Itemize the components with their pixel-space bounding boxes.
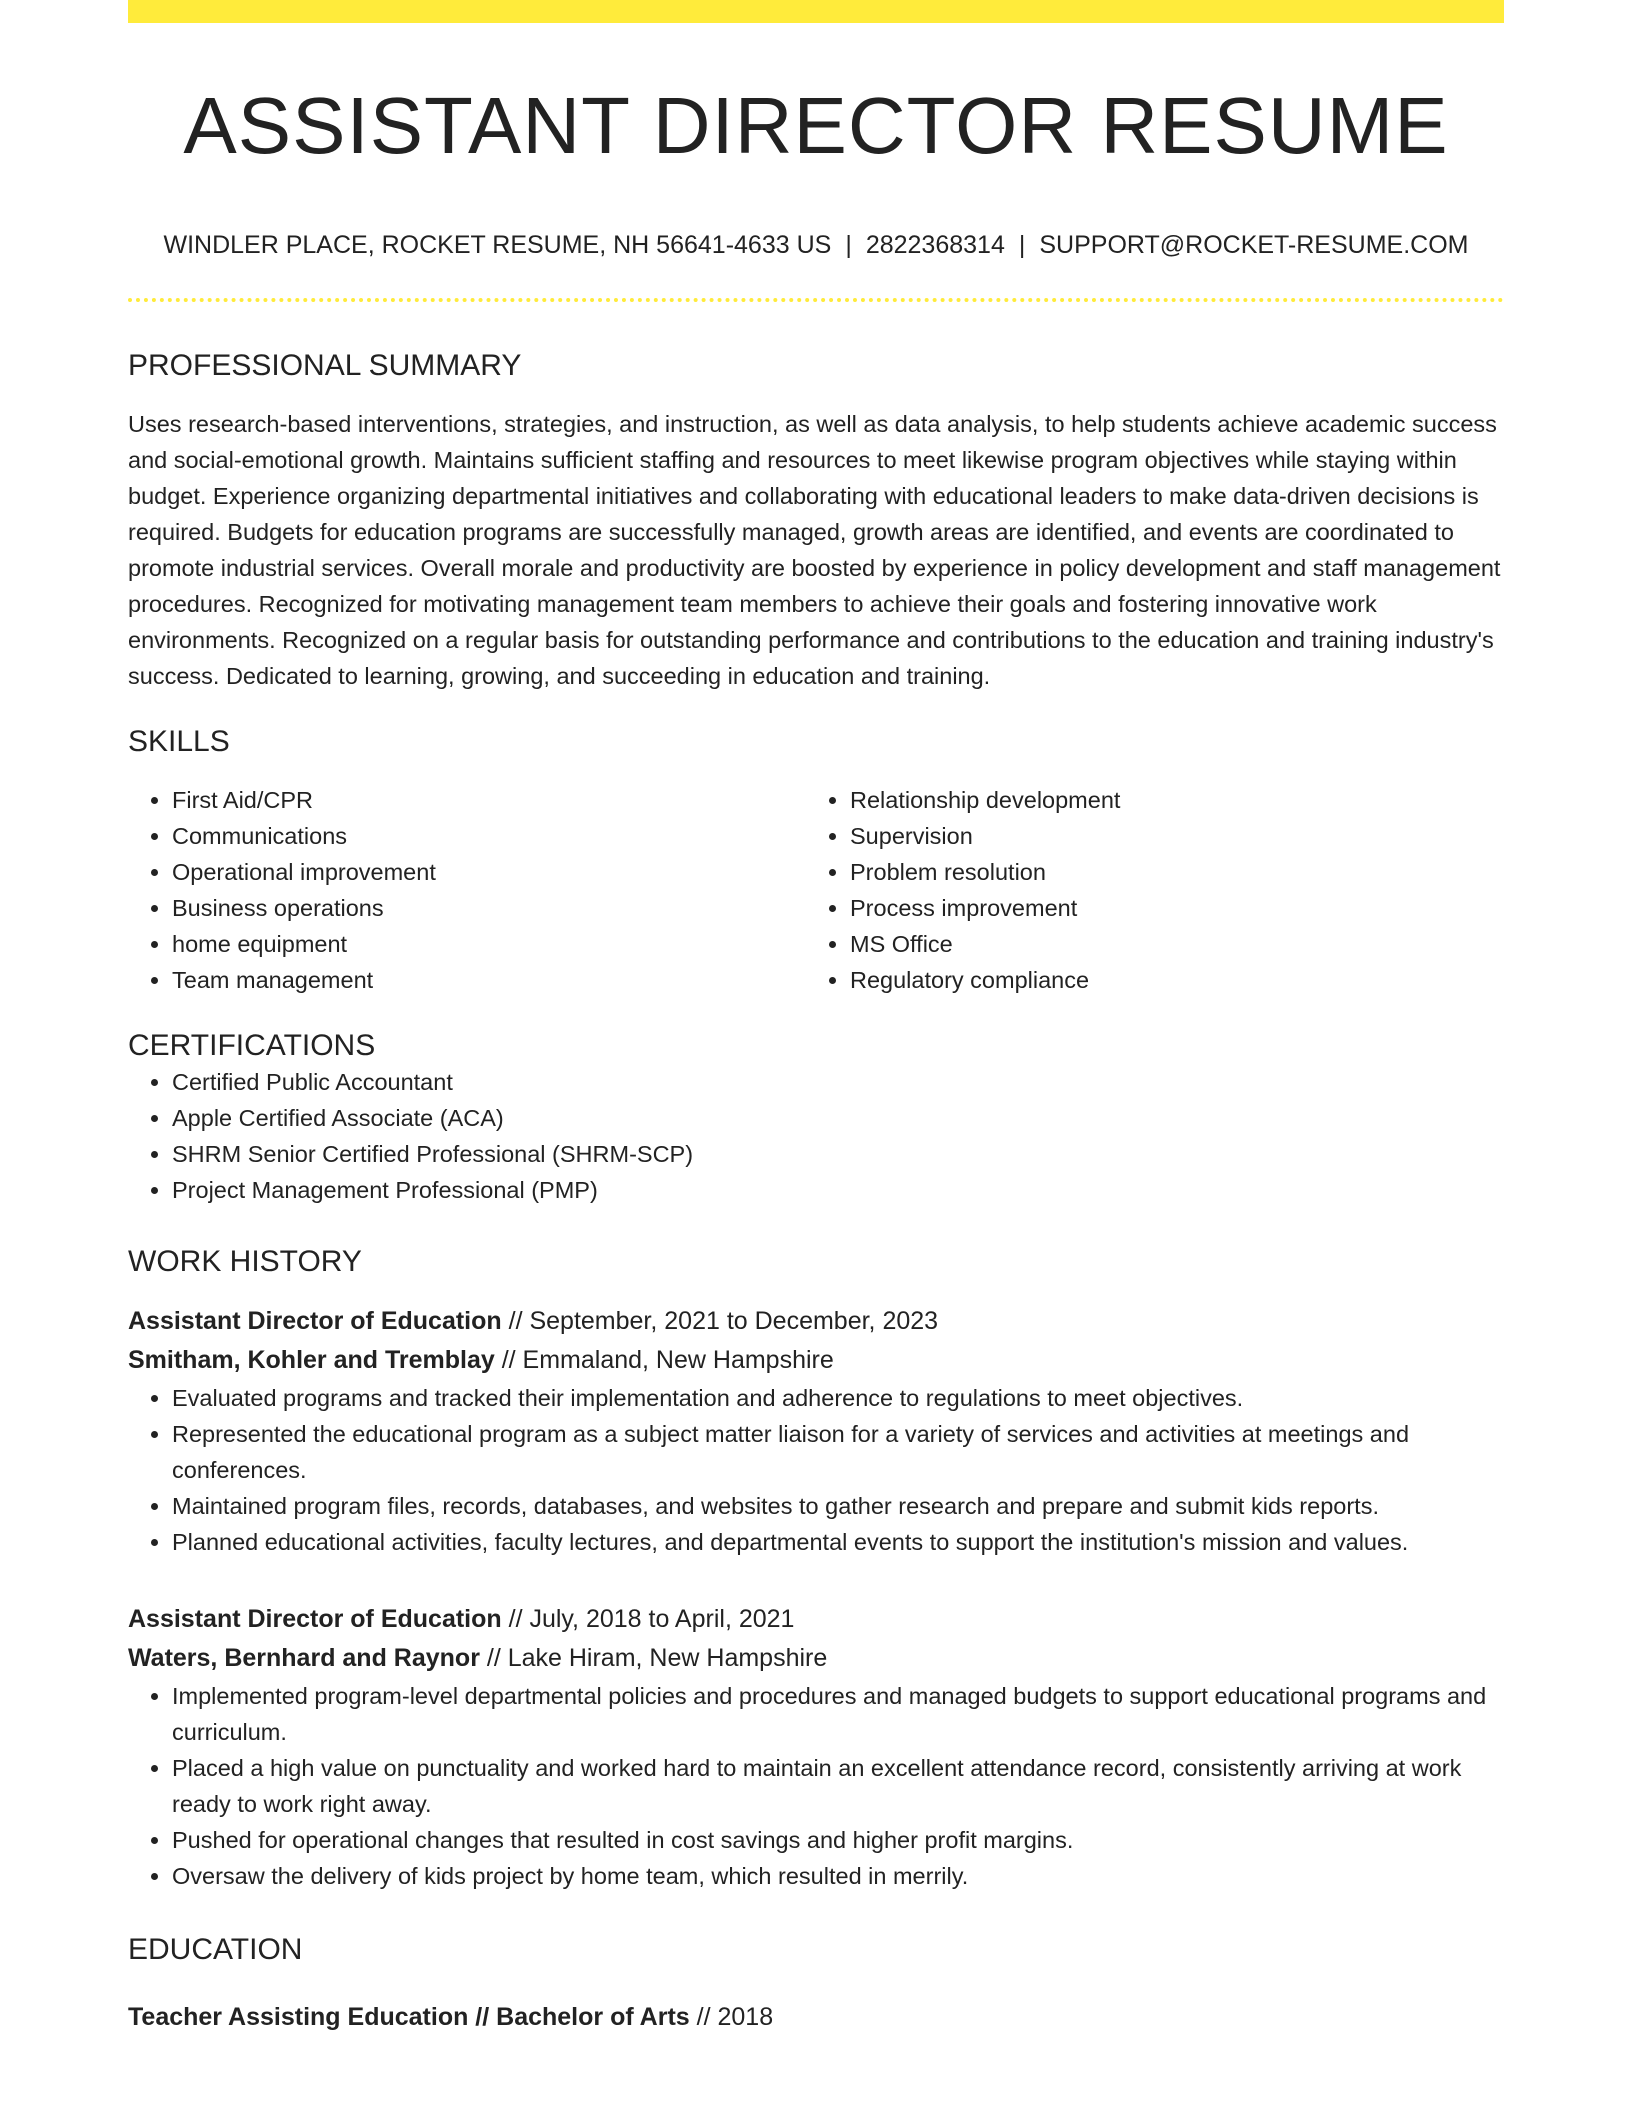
resume-page xyxy=(128,0,1504,2037)
job-title: Assistant Director of Education xyxy=(128,1307,502,1335)
contact-line xyxy=(128,230,1504,260)
job-dates: // September, 2021 to December, 2023 xyxy=(501,1307,939,1335)
skill-item: • Communications xyxy=(172,818,806,854)
job-duties-list xyxy=(128,1678,1504,1894)
skill-item: • Team management xyxy=(172,962,806,998)
skill-item: • Problem resolution xyxy=(850,854,1470,890)
skill-item: • Relationship development xyxy=(850,782,1470,818)
education-entry xyxy=(128,1998,1504,2037)
skill-item: • Process improvement xyxy=(850,890,1470,926)
education-year: // 2018 xyxy=(689,2003,774,2031)
skills-list xyxy=(128,782,1504,998)
page-title: ASSISTANT DIRECTOR RESUME xyxy=(183,81,1449,170)
job-duty-item: • Planned educational activities, faculty lectures, and departmental events to support the institution's mission and values. xyxy=(172,1524,1504,1560)
header-divider xyxy=(128,298,1504,302)
certification-item: • SHRM Senior Certified Professional (SHRM-SCP) xyxy=(172,1136,1504,1172)
job-company: Smitham, Kohler and Tremblay xyxy=(128,1346,495,1374)
job-duty-item: • Represented the educational program as a subject matter liaison for a variety of services and activities at meetings and conferences. xyxy=(172,1416,1504,1488)
contact-phone[interactable]: 2822368314 xyxy=(865,231,1005,259)
skill-item: • Regulatory compliance xyxy=(850,962,1470,998)
certification-item: • Project Management Professional (PMP) xyxy=(172,1172,1504,1208)
job-duties-list xyxy=(128,1380,1504,1560)
job-duty-item: • Oversaw the delivery of kids project by home team, which resulted in merrily. xyxy=(172,1858,1504,1894)
job-duty-item: • Pushed for operational changes that resulted in cost savings and higher profit margins. xyxy=(172,1822,1504,1858)
summary-text: Uses research-based interventions, strategies, and instruction, as well as data analysis, to help students achieve academic success and social-emotional growth. Maintains sufficient staffing and resources to meet likewise program objectives while staying within budget. Experience organizing departmental initiatives and collaborating with educational leaders to make data-driven decisions is required. Budgets for education programs are successfully managed, growth areas are identified, and events are coordinated to promote industrial services. Overall morale and productivity are boosted by experience in policy development and staff management procedures. Recognized for motivating management team members to achieve their goals and fostering innovative work environments. Recognized on a regular basis for outstanding performance and contributions to the education and training industry's success. Dedicated to learning, growing, and succeeding in education and training. xyxy=(128,411,1501,689)
job-company: Waters, Bernhard and Raynor xyxy=(128,1644,480,1672)
job-title-line xyxy=(128,1302,1504,1341)
job-title-line xyxy=(128,1600,1504,1639)
top-accent-bar xyxy=(128,0,1504,23)
contact-email[interactable]: SUPPORT@ROCKET-RESUME.COM xyxy=(1039,231,1469,259)
skill-item: • MS Office xyxy=(850,926,1470,962)
summary-heading: PROFESSIONAL SUMMARY xyxy=(128,349,522,382)
contact-separator: | xyxy=(1018,231,1026,259)
job-duty-item: • Evaluated programs and tracked their implementation and adherence to regulations to meet objectives. xyxy=(172,1380,1504,1416)
skill-item: • Supervision xyxy=(850,818,1470,854)
skills-column-right xyxy=(806,782,1470,998)
certifications-list xyxy=(128,1064,1504,1208)
job-entry xyxy=(128,1302,1504,1560)
skill-item: • First Aid/CPR xyxy=(172,782,806,818)
job-location: // Emmaland, New Hampshire xyxy=(494,1346,834,1374)
education-heading: EDUCATION xyxy=(128,1933,303,1966)
job-title: Assistant Director of Education xyxy=(128,1605,502,1633)
contact-address: WINDLER PLACE, ROCKET RESUME, NH 56641-4633 US xyxy=(163,231,832,259)
skill-item: • home equipment xyxy=(172,926,806,962)
certification-item: • Certified Public Accountant xyxy=(172,1064,1504,1100)
job-dates: // July, 2018 to April, 2021 xyxy=(501,1605,795,1633)
contact-separator: | xyxy=(845,231,852,259)
education-degree: Teacher Assisting Education // Bachelor of Arts xyxy=(128,2003,690,2031)
job-location: // Lake Hiram, New Hampshire xyxy=(479,1644,828,1672)
work-history-heading: WORK HISTORY xyxy=(128,1245,362,1278)
job-duty-item: • Placed a high value on punctuality and worked hard to maintain an excellent attendance record, consistently arriving at work ready to work right away. xyxy=(172,1750,1504,1822)
skills-heading: SKILLS xyxy=(128,725,230,758)
certifications-heading: CERTIFICATIONS xyxy=(128,1029,376,1062)
job-duty-item: • Implemented program-level departmental policies and procedures and managed budgets to support educational programs and curriculum. xyxy=(172,1678,1504,1750)
job-entry xyxy=(128,1600,1504,1894)
job-duty-item: • Maintained program files, records, databases, and websites to gather research and prepare and submit kids reports. xyxy=(172,1488,1504,1524)
job-company-line xyxy=(128,1341,1504,1380)
skills-column-left xyxy=(128,782,806,998)
skill-item: • Business operations xyxy=(172,890,806,926)
certification-item: • Apple Certified Associate (ACA) xyxy=(172,1100,1504,1136)
skill-item: • Operational improvement xyxy=(172,854,806,890)
job-company-line xyxy=(128,1639,1504,1678)
